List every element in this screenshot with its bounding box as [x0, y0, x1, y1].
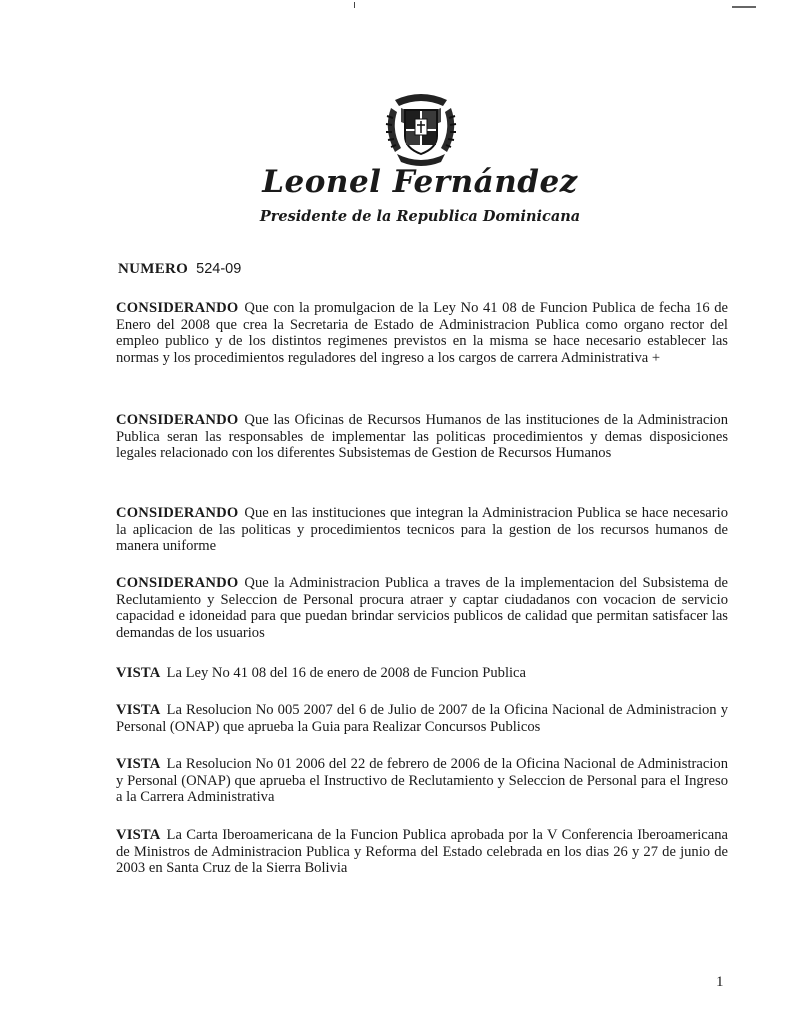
paragraph-lead: VISTA	[116, 702, 161, 718]
letterhead-title: Presidente de la Republica Dominicana	[259, 208, 581, 225]
paragraph-text: Que las Oficinas de Recursos Humanos de las instituciones de la Administracion Publica seran las responsables de implementar las politicas procedimientos y demas disposiciones legales relacionado con los diferentes Subsistemas de Gestion de Recursos Humanos	[116, 412, 728, 462]
paragraph-lead: CONSIDERANDO	[116, 505, 239, 521]
paragraph-lead: CONSIDERANDO	[116, 300, 239, 316]
considerando-paragraph	[116, 575, 728, 641]
vista-paragraph	[116, 665, 728, 682]
paragraph-text: La Resolucion No 01 2006 del 22 de febrero de 2006 de la Oficina Nacional de Administracion y Personal (ONAP) que aprueba el Instructivo de Reclutamiento y Seleccion de Personal para el Ingreso a la Carrera Administrativa	[116, 756, 728, 806]
paragraph-text: Que en las instituciones que integran la Administracion Publica se hace necesario la aplicacion de las politicas y procedimientos tecnicos para la gestion de los recursos humanos de manera uniforme	[116, 505, 728, 555]
considerando-paragraph	[116, 505, 728, 555]
considerando-paragraph	[116, 412, 728, 462]
paragraph-text: La Carta Iberoamericana de la Funcion Publica aprobada por la V Conferencia Iberoamericana de Ministros de Administracion Publica y Reforma del Estado celebrada en los dias 26 y 27 de junio de 2003 en Santa Cruz de la Sierra Bolivia	[116, 827, 728, 877]
paragraph-lead: CONSIDERANDO	[116, 575, 239, 591]
paragraph-lead: VISTA	[116, 827, 161, 843]
page-number: 1	[716, 974, 724, 990]
paragraph-lead: VISTA	[116, 756, 161, 772]
vista-paragraph	[116, 756, 728, 806]
decree-number-label: NUMERO	[118, 261, 189, 277]
scan-mark	[354, 2, 355, 8]
paragraph-text: Que con la promulgacion de la Ley No 41 08 de Funcion Publica de fecha 16 de Enero del 2008 que crea la Secretaria de Estado de Administracion Publica como organo rector del empleo publico y de los distintos regimenes previstos en la misma se hace necesario establecer las normas y los procedimientos reguladores del ingreso a los cargos de carrera Administrativa +	[116, 300, 728, 366]
decree-number-value: 524-09	[196, 261, 242, 277]
coat-of-arms-icon	[381, 86, 461, 170]
paragraph-text: Que la Administracion Publica a traves de la implementacion del Subsistema de Reclutamiento y Seleccion de Personal procura atraer y captar ciudadanos con vocacion de servicio capacidad e idoneidad para que puedan brindar servicios publicos de calidad que permitan satisfacer las demandas de los usuarios	[116, 575, 728, 641]
paragraph-text: La Ley No 41 08 del 16 de enero de 2008 de Funcion Publica	[166, 665, 527, 681]
vista-paragraph	[116, 827, 728, 877]
considerando-paragraph	[116, 300, 728, 366]
vista-paragraph	[116, 702, 728, 735]
paragraph-lead: VISTA	[116, 665, 161, 681]
paragraph-text: La Resolucion No 005 2007 del 6 de Julio de 2007 de la Oficina Nacional de Administracion y Personal (ONAP) que aprueba la Guia para Realizar Concursos Publicos	[116, 702, 728, 735]
scan-mark	[732, 6, 756, 8]
decree-number	[118, 261, 241, 278]
letterhead-name: Leonel Fernández	[262, 164, 578, 200]
paragraph-lead: CONSIDERANDO	[116, 412, 239, 428]
